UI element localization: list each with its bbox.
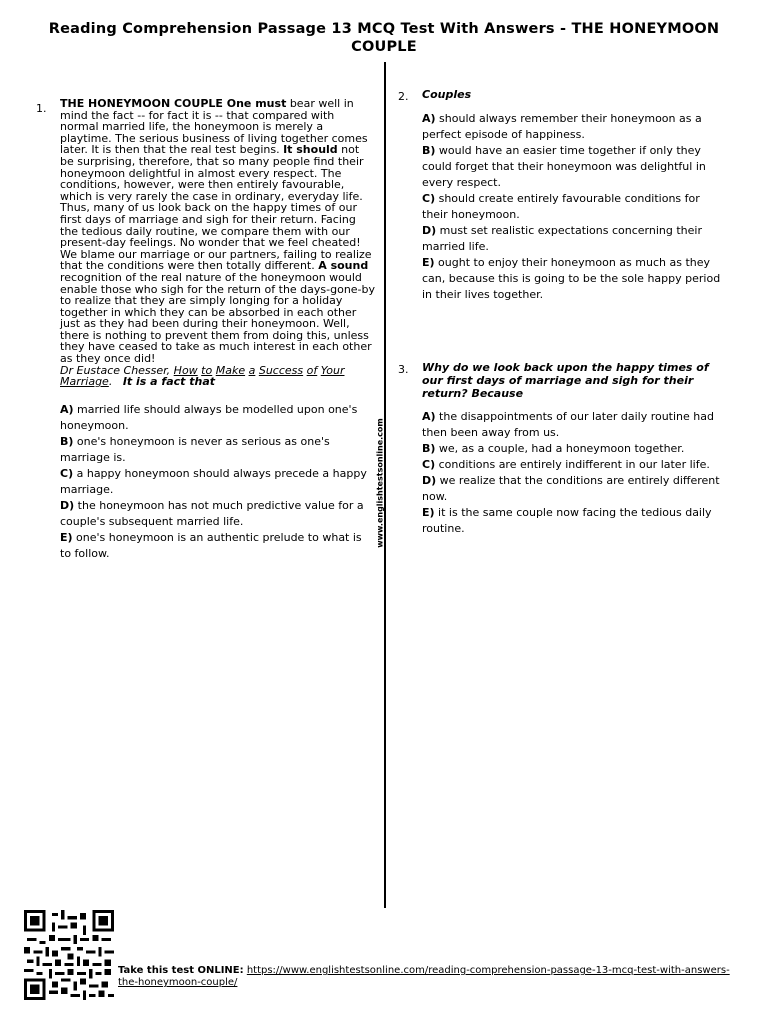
question-number: 3. — [398, 363, 409, 376]
footer-online-link — [118, 965, 738, 989]
option-b[interactable]: B) would have an easier time together if only they could forget that their honeymoon was delightful in every respect. — [422, 144, 706, 189]
question-stem: It is a fact that — [122, 375, 215, 389]
option-c[interactable]: C) a happy honeymoon should always precede a happy marriage. — [60, 466, 367, 496]
options-list — [422, 409, 728, 537]
passage-author: Dr Eustace Chesser, How to Make a Success of Your Marriage. It is a fact that — [60, 363, 345, 389]
option-d[interactable]: D) must set realistic expectations concerning their married life. — [422, 224, 702, 253]
option-c[interactable]: C) should create entirely favourable conditions for their honeymoon. — [422, 192, 700, 221]
page-title: Reading Comprehension Passage 13 MCQ Test With Answers - THE HONEYMOON COUPLE — [48, 21, 720, 55]
option-a[interactable]: A) married life should always be modelled upon one's honeymoon. — [60, 402, 358, 432]
test-url-link[interactable]: https://www.englishtestsonline.com/reading-comprehension-passage-13-mcq-test-with-answers-the-honeymoon-couple/ — [118, 965, 730, 988]
book-title-word: How — [173, 363, 198, 377]
question-stem: Why do we look back upon the happy times of our first days of marriage and sigh for their return? Because — [422, 361, 709, 400]
option-e[interactable]: E) ought to enjoy their honeymoon as much as they can, because this is going to be the sole happy period in their lives together. — [422, 256, 721, 301]
passage-text: THE HONEYMOON COUPLE One must bear well in mind the fact -- for fact it is -- that compared with normal married life, the honeymoon is merely a playtime. The serious business of living together comes later. It is then that the real test begins. It should not be surprising, therefore, that so many people find their honeymoon delightful in almost every respect. The conditions, however, were then entirely favourable, which is very rarely the case in ordinary, everyday life. Thus, many of us look back on the happy times of our first days of marriage and sigh for their return. Facing the tedious daily routine, we compare them with our present-day feelings. No wonder that we feel cheated! We blame our marriage or our partners, failing to realize that the conditions were then totally different. A sound recognition of the real nature of the honeymoon would enable those who sigh for the return of the days-gone-by to realize that they are simply longing for a holiday together in which they can be absorbed in each other just as they had been during their honeymoon. Well, there is nothing to prevent them from doing this, unless they have ceased to take as much interest in each other as they once did! — [60, 97, 376, 366]
question-number: 2. — [398, 90, 409, 103]
qr-code-icon[interactable] — [24, 910, 114, 1000]
passage-bold-lead: THE HONEYMOON COUPLE One must — [60, 97, 287, 110]
options-list — [60, 402, 376, 562]
option-b[interactable]: B) we, as a couple, had a honeymoon together. — [422, 442, 685, 455]
option-e[interactable]: E) it is the same couple now facing the tedious daily routine. — [422, 506, 712, 535]
option-a[interactable]: A) the disappointments of our later daily routine had then been away from us. — [422, 410, 714, 439]
question-3 — [398, 361, 728, 537]
question-1 — [36, 98, 376, 562]
options-list — [422, 111, 728, 303]
option-a[interactable]: A) should always remember their honeymoon as a perfect episode of happiness. — [422, 112, 702, 141]
option-d[interactable]: D) the honeymoon has not much predictive value for a couple's subsequent married life. — [60, 498, 364, 528]
question-stem: Couples — [422, 88, 472, 101]
option-b[interactable]: B) one's honeymoon is never as serious as one's marriage is. — [60, 434, 330, 464]
option-d[interactable]: D) we realize that the conditions are entirely different now. — [422, 474, 720, 503]
question-2 — [398, 88, 728, 303]
option-e[interactable]: E) one's honeymoon is an authentic prelude to what is to follow. — [60, 530, 362, 560]
option-c[interactable]: C) conditions are entirely indifferent in our later life. — [422, 458, 710, 471]
question-number: 1. — [36, 102, 47, 115]
footer-label: Take this test ONLINE: — [118, 965, 244, 976]
vertical-site-watermark: www.englishtestsonline.com — [375, 418, 385, 548]
